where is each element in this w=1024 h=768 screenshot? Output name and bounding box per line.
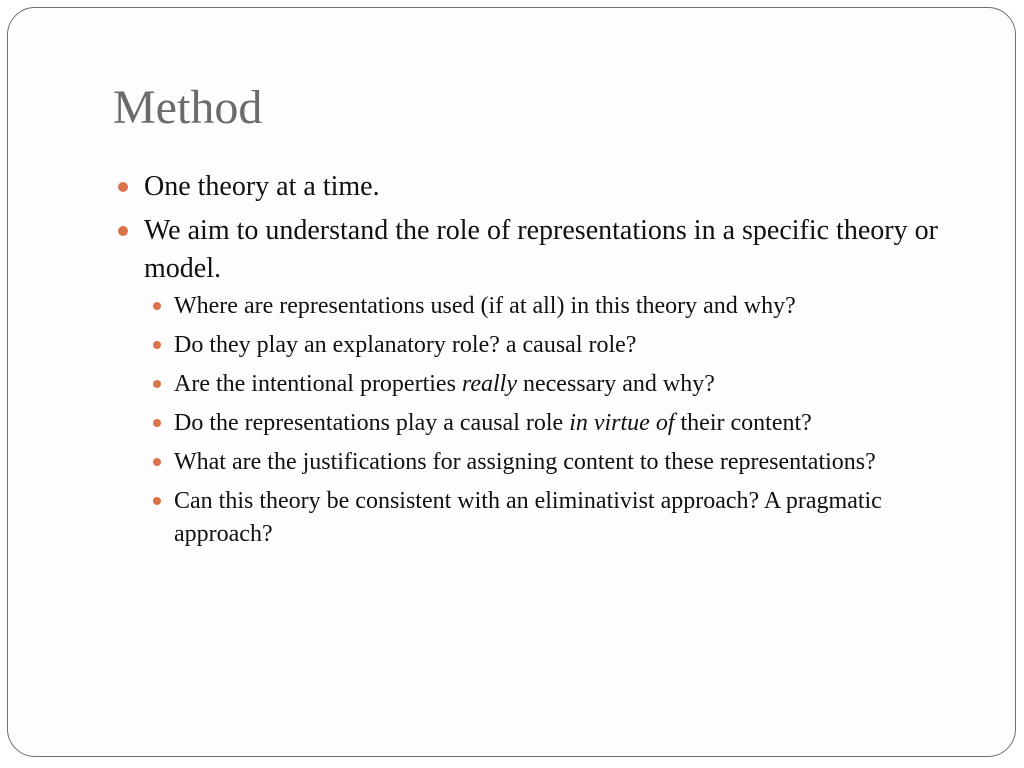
sub-bullet-dot-icon — [153, 497, 161, 505]
emphasis-text: really — [461, 371, 517, 397]
sub-bullet-item — [144, 290, 974, 323]
sub-bullet-item — [144, 446, 974, 479]
sub-bullet-dot-icon — [153, 302, 161, 310]
bullet-text: We aim to understand the role of representations in a specific theory or model. — [144, 215, 938, 284]
sub-bullet-dot-icon — [153, 458, 161, 466]
bullet-text: One theory at a time. — [144, 171, 380, 202]
bullet-list — [114, 168, 974, 557]
slide-title: Method — [113, 81, 263, 134]
sub-bullet-text: Where are representations used (if at all) in this theory and why? — [174, 293, 796, 319]
bullet-item — [114, 212, 974, 551]
slide — [7, 7, 1016, 757]
bullet-item — [114, 168, 974, 206]
emphasis-text: in virtue of — [569, 410, 675, 436]
bullet-dot-icon — [118, 182, 128, 192]
sub-bullet-text: Can this theory be consistent with an eliminativist approach? A pragmatic approach? — [174, 488, 882, 547]
sub-bullet-text-after: necessary and why? — [517, 371, 715, 397]
sub-bullet-item — [144, 485, 974, 551]
sub-bullet-text-before: Are the intentional properties — [174, 371, 462, 397]
sub-bullet-dot-icon — [153, 419, 161, 427]
sub-bullet-dot-icon — [153, 341, 161, 349]
sub-bullet-text-after: their content? — [674, 410, 812, 436]
sub-bullet-text: What are the justifications for assigning content to these representations? — [174, 449, 876, 475]
sub-bullet-item — [144, 407, 974, 440]
sub-bullet-list — [144, 290, 974, 551]
sub-bullet-item — [144, 329, 974, 362]
bullet-dot-icon — [118, 226, 128, 236]
sub-bullet-text: Do they play an explanatory role? a causal role? — [174, 332, 637, 358]
sub-bullet-item — [144, 368, 974, 401]
sub-bullet-dot-icon — [153, 380, 161, 388]
sub-bullet-text-before: Do the representations play a causal role — [174, 410, 570, 436]
